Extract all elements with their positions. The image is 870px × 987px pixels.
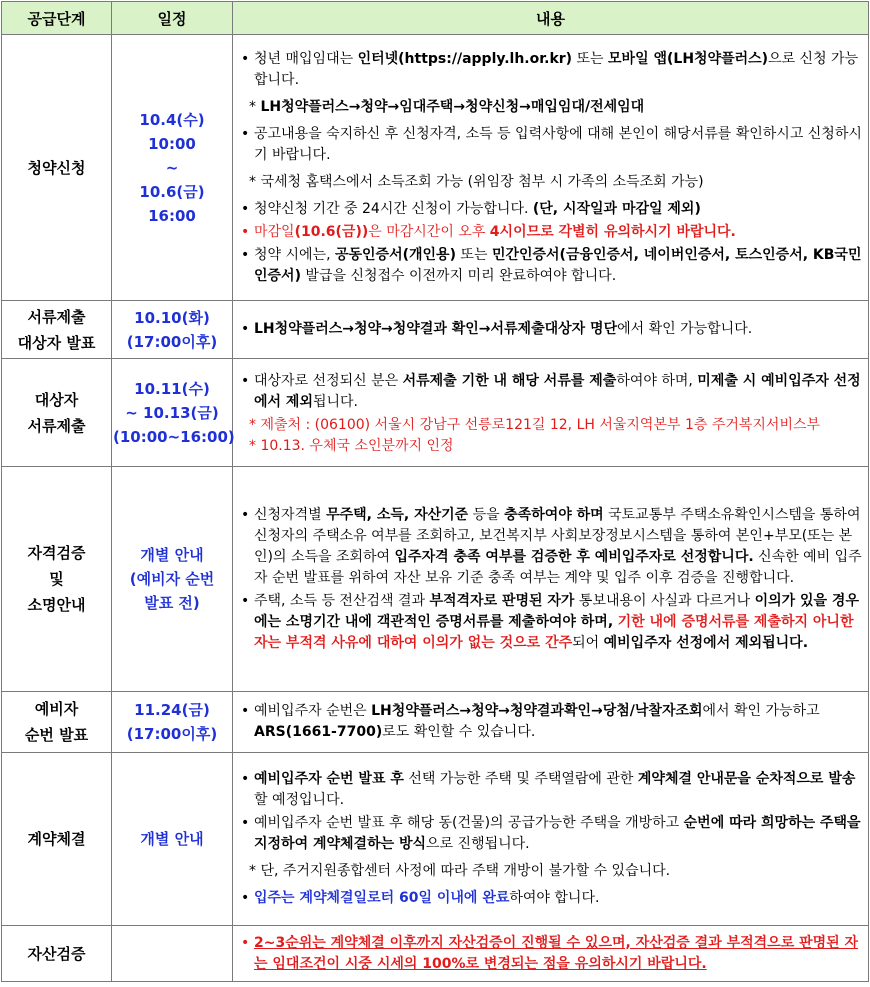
bullet-item bbox=[239, 701, 862, 743]
text-run: 순번에 따라 희망하는 주택을 지정하여 계약체결하는 방식 bbox=[254, 815, 861, 852]
text-run: * bbox=[249, 98, 261, 115]
note-item bbox=[239, 97, 862, 118]
stage-cell bbox=[2, 753, 112, 926]
schedule-cell bbox=[112, 301, 233, 359]
bullet-item bbox=[239, 933, 862, 975]
text-run: 신청자격별 bbox=[254, 506, 327, 523]
schedule-table bbox=[1, 1, 869, 982]
header-schedule: 일정 bbox=[112, 2, 233, 35]
table-row bbox=[2, 926, 869, 982]
text-run: 공고내용을 숙지하신 후 신청자격, 소득 등 입력사항에 대해 본인이 해당서류를 확인하시고 신청하시기 바랍니다. bbox=[254, 125, 862, 163]
schedule-cell bbox=[112, 926, 233, 982]
stage-label: 자산검증 bbox=[27, 944, 86, 963]
text-run: ARS(1661-7700) bbox=[254, 724, 383, 740]
text-run: 4시 bbox=[489, 223, 514, 240]
note-item bbox=[239, 861, 862, 882]
text-run: 됩니다. bbox=[312, 393, 359, 410]
bullet-item bbox=[239, 124, 862, 166]
text-run: 마감일 bbox=[254, 223, 295, 240]
schedule-text: 개별 안내 bbox=[140, 546, 204, 564]
stage-cell bbox=[2, 301, 112, 359]
text-run: 부적격자로 판명된 자가 bbox=[429, 592, 575, 609]
schedule-text: 11.24(금) bbox=[134, 701, 210, 719]
text-run: LH청약플러스→청약→청약결과확인→당첨/낙찰자조회 bbox=[371, 703, 703, 719]
text-run: 이의가 있을 경우에는 소명기간 내에 객관적인 증명서류를 제출하여야 하며, bbox=[254, 592, 859, 630]
bullet-item bbox=[239, 888, 862, 909]
text-run: 인터넷(https://apply.lh.or.kr) bbox=[357, 50, 573, 67]
note-item bbox=[239, 172, 862, 193]
schedule-text: 개별 안내 bbox=[140, 830, 204, 848]
schedule-text: (17:00이후) bbox=[126, 332, 218, 351]
schedule-cell bbox=[112, 467, 233, 692]
schedule-text: (17:00이후) bbox=[126, 725, 218, 743]
text-run: 대상자로 선정되신 분은 bbox=[254, 372, 403, 389]
text-run: 에서 확인 가능합니다. bbox=[617, 321, 753, 337]
stage-cell bbox=[2, 467, 112, 692]
stage-cell bbox=[2, 926, 112, 982]
text-run: 예비입주자 순번은 bbox=[254, 703, 372, 719]
text-run: * 10.13. 우체국 소인분까지 인정 bbox=[249, 437, 454, 454]
text-run: 할 예정입니다. bbox=[254, 792, 345, 808]
bullet-item bbox=[239, 371, 862, 413]
text-run: 예비입주자 순번 발표 후 해당 동(건물)의 공급가능한 주택을 개방하고 bbox=[254, 815, 684, 831]
schedule-text: 10.4(수) bbox=[139, 110, 205, 129]
text-run: 신속한 예비 입주자 순번 발표를 위하여 자산 보유 기준 충족 여부는 계약 및 입주 이후 검증을 진행합니다. bbox=[254, 548, 862, 586]
schedule-text: 10.6(금) bbox=[139, 182, 205, 201]
table-row bbox=[2, 753, 869, 926]
stage-label: 자격검증 bbox=[27, 544, 86, 562]
text-run: 등을 bbox=[468, 506, 505, 523]
schedule-cell bbox=[112, 35, 233, 301]
text-run: 은 마감시간이 오후 bbox=[368, 223, 490, 240]
header-content: 내용 bbox=[233, 2, 869, 35]
stage-label: 서류제출 bbox=[27, 307, 86, 326]
text-run: 2~3순위는 계약체결 이후까지 자산검증이 진행될 수 있으며, 자산검증 결과 부적격으로 판명된 자는 임대조건이 시중 시세의 100%로 변경되는 점을 유의하시기 바랍니다. bbox=[254, 934, 859, 972]
text-run: 입주자격 충족 여부를 검증한 후 예비입주자로 선정합니다. bbox=[394, 548, 754, 565]
schedule-text: 10.10(화) bbox=[134, 308, 210, 327]
bullet-item bbox=[239, 591, 862, 654]
stage-cell bbox=[2, 35, 112, 301]
schedule-text: 발표 전) bbox=[144, 594, 200, 612]
text-run: 으로 신청 가능합니다. bbox=[254, 50, 859, 88]
table-header-row bbox=[2, 2, 869, 35]
text-run: 청년 매입임대는 bbox=[254, 50, 358, 67]
text-run: LH청약플러스→청약→임대주택→청약신청→매입임대/전세임대 bbox=[260, 98, 645, 115]
text-run: 되어 bbox=[572, 634, 604, 651]
stage-label: 소명안내 bbox=[27, 596, 86, 614]
bullet-item bbox=[239, 505, 862, 589]
stage-label: 순번 발표 bbox=[24, 726, 89, 744]
text-run: 충족하여야 하며 bbox=[504, 506, 604, 523]
table-row bbox=[2, 692, 869, 753]
text-run: 통보내용이 사실과 다르거나 bbox=[574, 592, 755, 609]
schedule-text: ~ 10.13(금) bbox=[125, 403, 219, 422]
table-row bbox=[2, 467, 869, 692]
content-cell bbox=[233, 35, 869, 301]
text-run: 선택 가능한 주택 및 주택열람에 관한 bbox=[403, 771, 638, 787]
text-run: 청약 시에는, bbox=[254, 246, 335, 263]
text-run: 미제출 시 예비입주자 선정에서 제외 bbox=[254, 372, 861, 410]
text-run: 하여야 하며, bbox=[616, 372, 698, 389]
table-row bbox=[2, 301, 869, 359]
schedule-cell bbox=[112, 359, 233, 467]
text-run: 청약신청 기간 중 24시간 신청이 가능합니다. bbox=[254, 200, 533, 217]
content-cell bbox=[233, 467, 869, 692]
text-run: 예비입주자 선정에서 제외됩니다. bbox=[603, 634, 809, 651]
table-row bbox=[2, 35, 869, 301]
bullet-item bbox=[239, 319, 862, 340]
content-cell bbox=[233, 753, 869, 926]
content-cell bbox=[233, 359, 869, 467]
text-run: 또는 bbox=[572, 50, 609, 67]
text-run: 무주택, 소득, 자산기준 bbox=[326, 506, 469, 523]
text-run: 모바일 앱(LH청약플러스) bbox=[608, 50, 769, 67]
table-body bbox=[2, 35, 869, 982]
text-run: 계약체결 안내문을 순차적으로 발송 bbox=[637, 771, 856, 787]
text-run: 주택, 소득 등 전산검색 결과 bbox=[254, 592, 430, 609]
text-run: 이므로 각별히 유의하시기 바랍니다. bbox=[513, 223, 736, 240]
text-run: 로도 확인할 수 있습니다. bbox=[382, 724, 536, 740]
table-row bbox=[2, 359, 869, 467]
schedule-text: 16:00 bbox=[148, 206, 196, 225]
text-run: 입주는 계약체결일로터 60일 이내에 완료 bbox=[254, 890, 510, 906]
bullet-item bbox=[239, 199, 862, 220]
text-run: 예비입주자 순번 발표 후 bbox=[254, 771, 404, 787]
stage-cell bbox=[2, 692, 112, 753]
note-item bbox=[239, 415, 862, 436]
stage-label: 예비자 bbox=[34, 700, 79, 718]
text-run: (10.6(금)) bbox=[294, 223, 369, 240]
text-run: 에서 확인 가능하고 bbox=[702, 703, 820, 719]
text-run: 민간인증서(금융인증서, 네이버인증서, 토스인증서, KB국민인증서) bbox=[254, 246, 862, 284]
text-run: * 제출처 : (06100) 서울시 강남구 선릉로121길 12, LH 서울지역본부 1층 주거복지서비스부 bbox=[249, 416, 821, 433]
text-run: 발급을 신청접수 이전까지 미리 완료하여야 합니다. bbox=[300, 267, 617, 284]
text-run: LH청약플러스→청약→청약결과 확인→서류제출대상자 명단 bbox=[254, 321, 618, 337]
bullet-item bbox=[239, 245, 862, 287]
text-run: 국토교통부 주택소유확인시스템을 통하여 신청자의 주택소유 여부를 조회하고, 보건복지부 사회보장정보시스템을 통하여 본인+부모(또는 본인)의 소득을 조회하여 bbox=[254, 506, 861, 565]
content-cell bbox=[233, 692, 869, 753]
stage-label: 대상자 발표 bbox=[17, 333, 96, 352]
text-run: 서류제출 기한 내 해당 서류를 제출 bbox=[402, 372, 617, 389]
text-run: 공동인증서(개인용) bbox=[334, 246, 456, 263]
stage-label: 청약신청 bbox=[27, 158, 86, 177]
text-run: (단, 시작일과 마감일 제외) bbox=[532, 200, 701, 217]
header-stage: 공급단계 bbox=[2, 2, 112, 35]
stage-label: 대상자 bbox=[34, 390, 79, 409]
schedule-cell bbox=[112, 692, 233, 753]
text-run: 하여야 합니다. bbox=[509, 890, 600, 906]
text-run: 기한 내에 증명서류를 제출하지 아니한 자는 부적격 사유에 대하여 이의가 없는 것으로 간주 bbox=[254, 613, 854, 651]
content-cell bbox=[233, 926, 869, 982]
stage-label: 서류제출 bbox=[27, 416, 86, 435]
bullet-item bbox=[239, 222, 862, 243]
bullet-item bbox=[239, 49, 862, 91]
text-run: * 단, 주거지원종합센터 사정에 따라 주택 개방이 불가할 수 있습니다. bbox=[249, 863, 671, 879]
text-run: 또는 bbox=[455, 246, 492, 263]
text-run: 으로 진행됩니다. bbox=[426, 836, 530, 852]
stage-label: 계약체결 bbox=[27, 830, 86, 848]
stage-label: 및 bbox=[49, 570, 64, 588]
schedule-text: ~ bbox=[165, 158, 179, 177]
text-run: * 국세청 홈택스에서 소득조회 가능 (위임장 첨부 시 가족의 소득조회 가능) bbox=[249, 173, 704, 190]
schedule-text: 10:00 bbox=[148, 134, 196, 153]
stage-cell bbox=[2, 359, 112, 467]
schedule-text: 10.11(수) bbox=[134, 379, 210, 398]
content-cell bbox=[233, 301, 869, 359]
schedule-text: (10:00~16:00) bbox=[113, 427, 235, 446]
note-item bbox=[239, 436, 862, 457]
schedule-cell bbox=[112, 753, 233, 926]
schedule-text: (예비자 순번 bbox=[129, 570, 215, 588]
bullet-item bbox=[239, 813, 862, 855]
bullet-item bbox=[239, 769, 862, 811]
